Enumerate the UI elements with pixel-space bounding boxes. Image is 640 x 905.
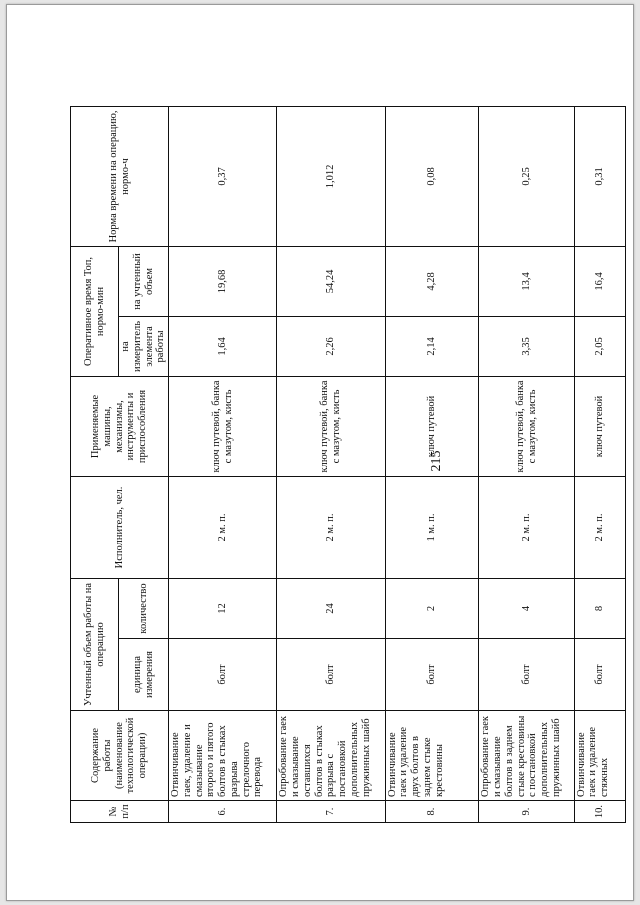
table-row <box>574 106 625 822</box>
rotated-table-wrapper <box>70 107 626 823</box>
cell-norm: 0,31 <box>574 106 625 246</box>
cell-qty: 2 <box>385 578 479 638</box>
cell-executor: 2 м. п. <box>277 476 385 578</box>
page-number: 215 <box>429 450 444 472</box>
cell-per-volume: 54,24 <box>277 246 385 316</box>
header-per-element: на измеритель элемента работы <box>119 316 169 376</box>
cell-qty: 8 <box>574 578 625 638</box>
cell-unit: болт <box>277 639 385 711</box>
cell-executor: 2 м. п. <box>574 476 625 578</box>
cell-norm: 0,08 <box>385 106 479 246</box>
header-norm: Норма времени на операцию, нормо-ч <box>71 106 169 246</box>
table-row <box>277 106 385 822</box>
header-executor: Исполнитель, чел. <box>71 476 169 578</box>
cell-work: Отвинчивание гаек, удаление и смазывание второго и пятого болтов в стыках разрыва стрелочного перевода <box>169 711 277 801</box>
header-volume-group: Учтенный объем работы на операцию <box>71 578 119 710</box>
cell-norm: 1,012 <box>277 106 385 246</box>
cell-norm: 0,25 <box>479 106 574 246</box>
cell-unit: болт <box>169 639 277 711</box>
cell-per-volume: 19,68 <box>169 246 277 316</box>
cell-num: 7. <box>277 801 385 823</box>
cell-per-element: 1,64 <box>169 316 277 376</box>
cell-executor: 2 м. п. <box>479 476 574 578</box>
header-machines: Применяемые машины, механизмы, инструменты и приспособления <box>71 376 169 476</box>
header-per-volume: на учтенный объем <box>119 246 169 316</box>
cell-work: Отвинчивание гаек и удаление стяжных <box>574 711 625 801</box>
table-row <box>169 106 277 822</box>
cell-executor: 2 м. п. <box>169 476 277 578</box>
cell-per-volume: 4,28 <box>385 246 479 316</box>
header-num: № п/п <box>71 801 169 823</box>
cell-norm: 0,37 <box>169 106 277 246</box>
cell-unit: болт <box>385 639 479 711</box>
header-qty: количество <box>119 578 169 638</box>
header-work: Содержание работы (наименование технологической операции) <box>71 711 169 801</box>
cell-per-element: 2,05 <box>574 316 625 376</box>
cell-num: 6. <box>169 801 277 823</box>
cell-machines: ключ путевой <box>385 376 479 476</box>
header-optime-group: Оперативное время Топ, нормо-мин <box>71 246 119 376</box>
work-norms-table <box>70 106 626 823</box>
cell-per-element: 2,14 <box>385 316 479 376</box>
header-unit: единица измерения <box>119 639 169 711</box>
cell-unit: болт <box>479 639 574 711</box>
cell-work: Отвинчивание гаек и удаление двух болтов в заднем стыке крестовины <box>385 711 479 801</box>
cell-work: Опробование гаек и смазывание болтов в заднем стыке крестовины с постановкой дополнительных пружинных шайб <box>479 711 574 801</box>
cell-num: 9. <box>479 801 574 823</box>
table-row <box>479 106 574 822</box>
cell-machines: ключ путевой, банка с мазутом, кисть <box>479 376 574 476</box>
document-page <box>6 4 634 901</box>
cell-machines: ключ путевой <box>574 376 625 476</box>
cell-per-element: 2,26 <box>277 316 385 376</box>
cell-unit: болт <box>574 639 625 711</box>
cell-machines: ключ путевой, банка с мазутом, кисть <box>277 376 385 476</box>
table-row <box>385 106 479 822</box>
cell-qty: 4 <box>479 578 574 638</box>
table-body <box>169 106 626 822</box>
cell-num: 10. <box>574 801 625 823</box>
table-header <box>71 106 169 822</box>
cell-work: Опробование гаек и смазывание оставшихся болтов в стыках разрыва с постановкой дополнительных пружинных шайб <box>277 711 385 801</box>
cell-qty: 24 <box>277 578 385 638</box>
cell-per-element: 3,35 <box>479 316 574 376</box>
cell-num: 8. <box>385 801 479 823</box>
cell-machines: ключ путевой, банка с мазутом, кисть <box>169 376 277 476</box>
cell-qty: 12 <box>169 578 277 638</box>
cell-per-volume: 13,4 <box>479 246 574 316</box>
cell-per-volume: 16,4 <box>574 246 625 316</box>
cell-executor: 1 м. п. <box>385 476 479 578</box>
